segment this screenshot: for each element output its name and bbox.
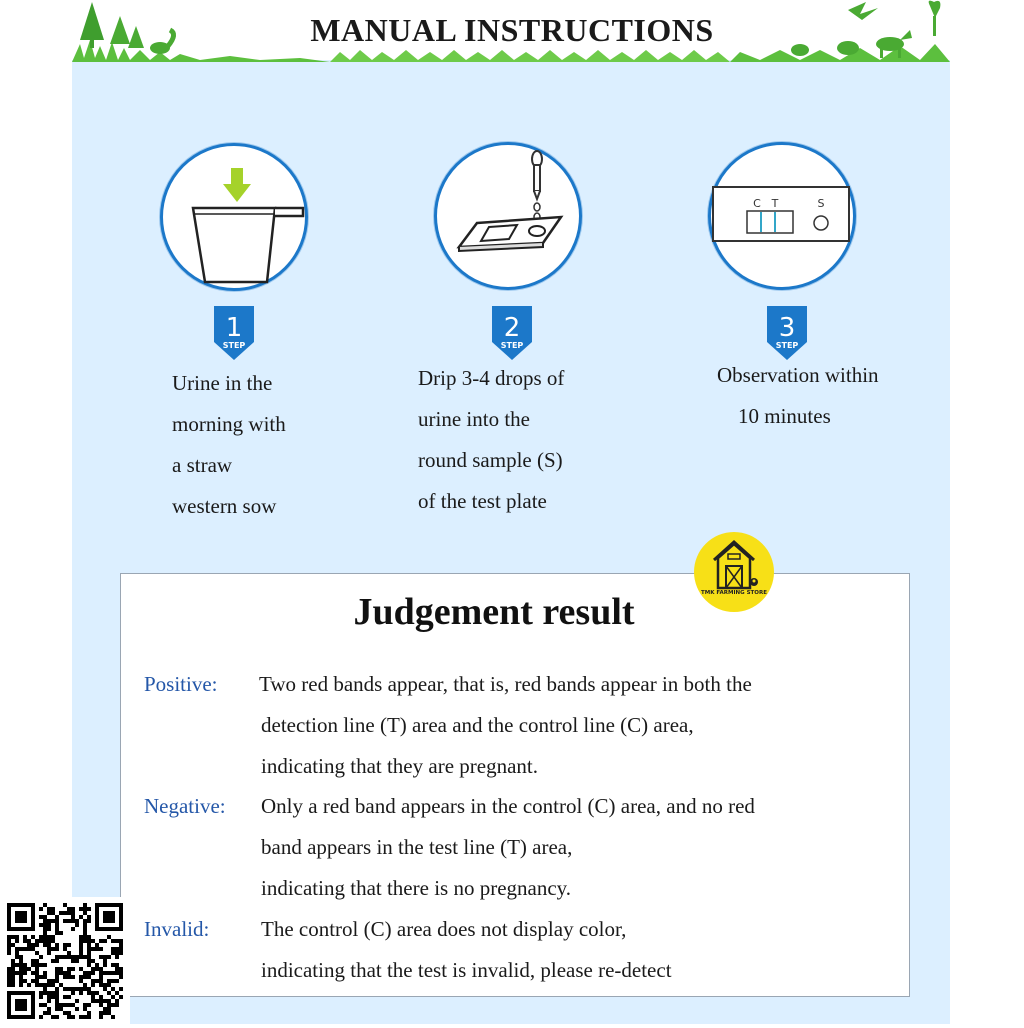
step-2-line: of the test plate <box>418 489 547 513</box>
cassette-label-c: C <box>753 197 761 210</box>
step-1-badge <box>214 306 254 360</box>
svg-text:STEP: STEP <box>222 341 246 350</box>
store-logo-text: TMK FARMING STORE <box>701 590 767 596</box>
cup-with-arrow-icon <box>163 146 305 288</box>
step-2-illustration <box>434 142 582 290</box>
positive-line: Two red bands appear, that is, red bands appear in both the <box>259 672 752 696</box>
step-3-line: 10 minutes <box>738 404 831 428</box>
page-title: MANUAL INSTRUCTIONS <box>310 12 714 48</box>
step-2-line: urine into the <box>418 407 530 431</box>
step-3-illustration <box>708 142 856 290</box>
step-1-line: Urine in the <box>172 371 273 395</box>
invalid-line: The control (C) area does not display color, <box>261 917 627 941</box>
step-3-text <box>717 355 879 437</box>
step-1-text <box>172 363 286 527</box>
step-2-line: round sample (S) <box>418 448 563 472</box>
invalid-line: indicating that the test is invalid, please re-detect <box>261 958 672 982</box>
negative-line: indicating that there is no pregnancy. <box>261 876 572 900</box>
step-2-text <box>418 358 564 522</box>
dropper-on-test-plate-icon <box>437 145 579 287</box>
cassette-label-t: T <box>771 197 779 210</box>
step-3-line: Observation within <box>717 363 879 387</box>
positive-line: detection line (T) area and the control line (C) area, <box>261 713 694 737</box>
barn-icon <box>694 532 774 592</box>
svg-text:3: 3 <box>778 313 796 343</box>
cassette-label-s: S <box>817 197 825 210</box>
svg-text:2: 2 <box>503 313 521 343</box>
positive-line: indicating that they are pregnant. <box>261 754 538 778</box>
test-cassette-icon <box>711 145 853 287</box>
svg-text:STEP: STEP <box>775 341 799 350</box>
step-3-badge <box>767 306 807 360</box>
judgement-title: Judgement result <box>353 591 635 633</box>
step-2-line: Drip 3-4 drops of <box>418 366 565 390</box>
positive-label: Positive: <box>144 672 218 696</box>
header-banner <box>0 0 1024 66</box>
negative-line: band appears in the test line (T) area, <box>261 835 573 859</box>
step-1-line: a straw <box>172 453 233 477</box>
negative-label: Negative: <box>144 794 226 818</box>
invalid-label: Invalid: <box>144 917 210 941</box>
qr-code[interactable] <box>0 897 130 1024</box>
qr-code-icon <box>0 897 130 1024</box>
svg-text:STEP: STEP <box>500 341 524 350</box>
step-2-badge <box>492 306 532 360</box>
negative-line: Only a red band appears in the control (C) area, and no red <box>261 794 755 818</box>
svg-text:1: 1 <box>225 313 243 343</box>
step-1-line: morning with <box>172 412 286 436</box>
step-1-illustration <box>160 143 308 291</box>
step-1-line: western sow <box>172 494 277 518</box>
store-logo <box>694 532 774 612</box>
